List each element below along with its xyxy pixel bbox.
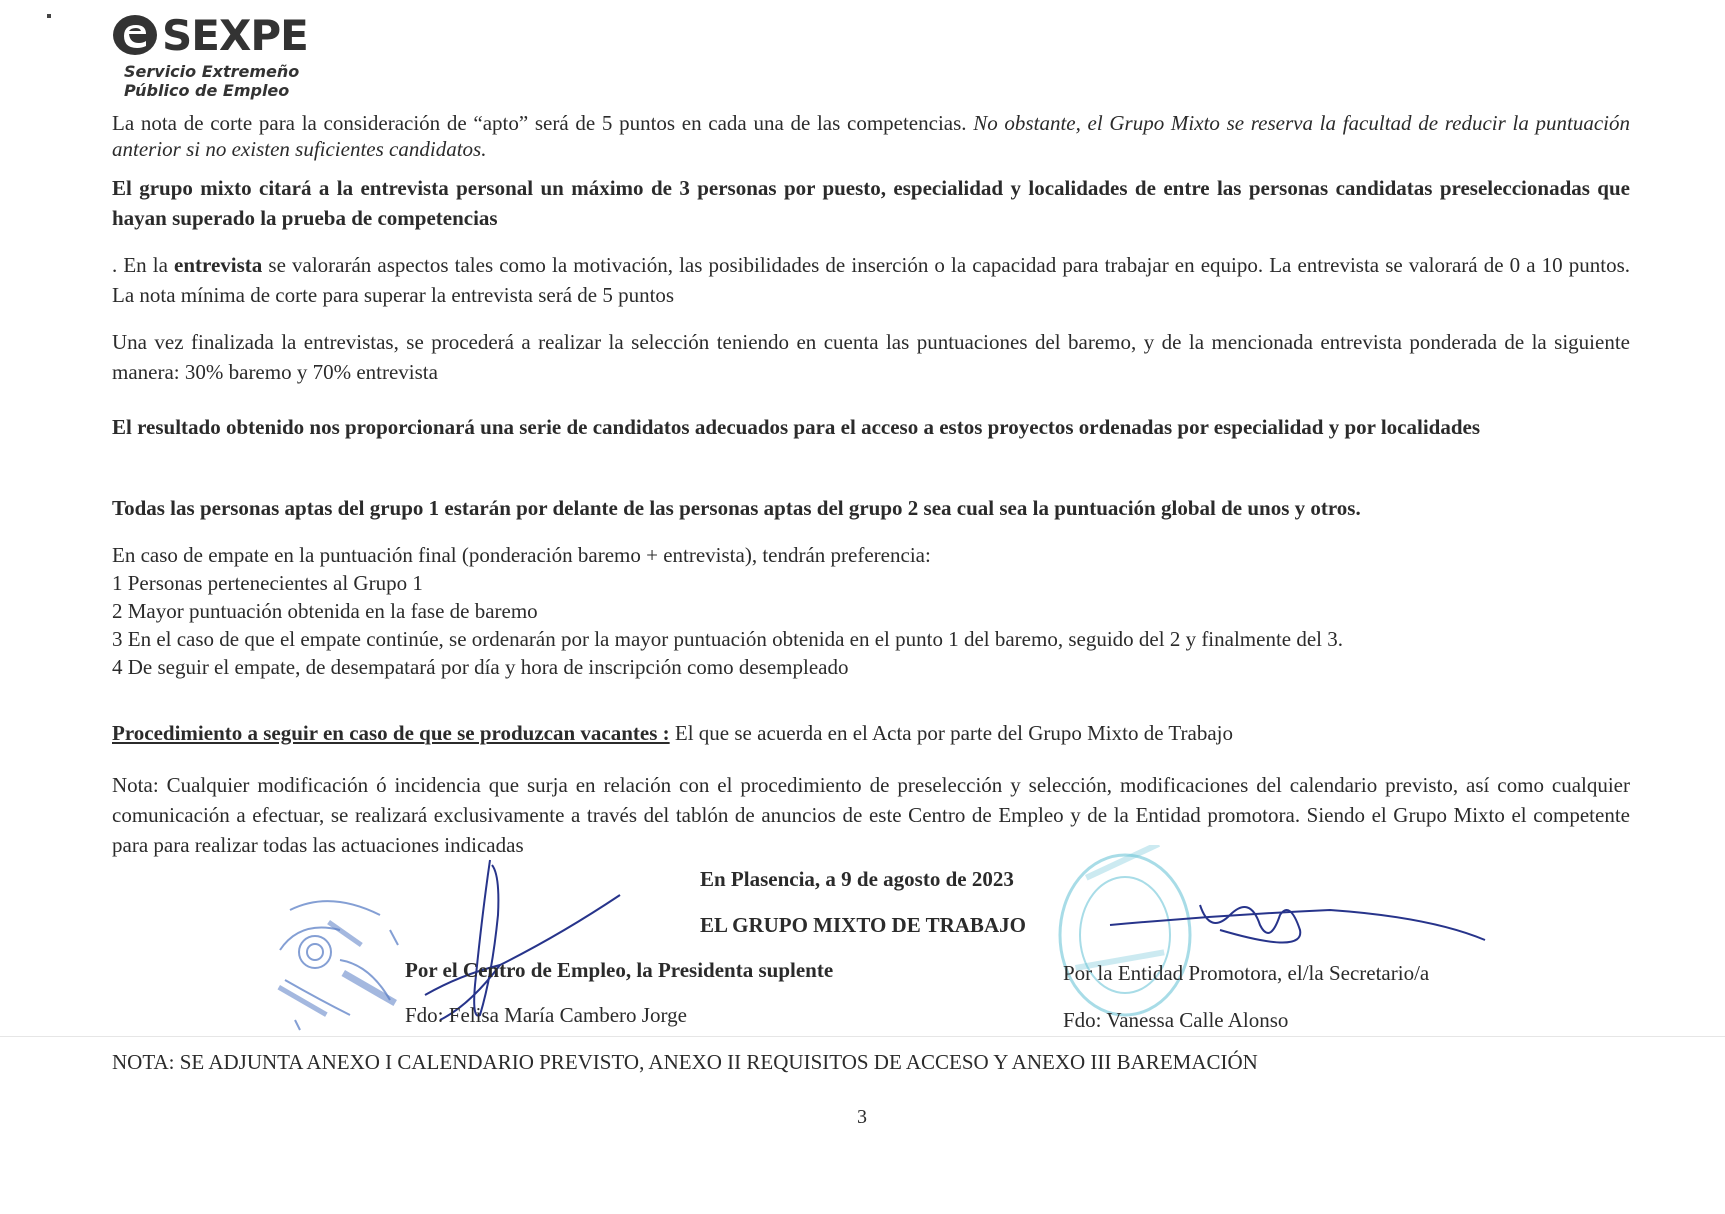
interview-text-post: se valorarán aspectos tales como la motivación, las posibilidades de inserción o la capacidad para trabajar en equipo. La entrevista se valorará de 0 a 10 puntos. La nota mínima de corte para superar la entrevista será de 5 puntos xyxy=(112,253,1630,307)
place-date: En Plasencia, a 9 de agosto de 2023 xyxy=(700,867,1014,891)
tiebreak-item: 1 Personas pertenecientes al Grupo 1 xyxy=(112,571,423,595)
right-signer-role: Por la Entidad Promotora, el/la Secretario/a xyxy=(1063,961,1430,985)
tiebreak-item: 2 Mayor puntuación obtenida en la fase de baremo xyxy=(112,599,538,623)
tiebreak-item: 4 De seguir el empate, de desempatará por día y hora de inscripción como desempleado xyxy=(112,655,849,679)
logo-subtitle-line2: Público de Empleo xyxy=(124,81,290,100)
tiebreak-list xyxy=(112,541,1343,681)
tiebreak-item: 3 En el caso de que el empate continúe, se ordenarán por la mayor puntuación obtenida en el punto 1 del baremo, seguido del 2 y finalmente del 3. xyxy=(112,627,1344,651)
vacancy-procedure xyxy=(112,718,1233,748)
note-paragraph: Nota: Cualquier modificación ó incidencia que surja en relación con el procedimiento de preselección y selección, modificaciones del calendario previsto, así como cualquier comunicación a efectuar, se realizará exclusivamente a través del tablón de anuncios de este Centro de Empleo y de la Entidad promotora. Siendo el Grupo Mixto el competente para para realizar todas las actuaciones indicadas xyxy=(112,773,1630,857)
logo-subtitle-line1: Servicio Extremeño xyxy=(124,62,300,81)
annex-note: NOTA: SE ADJUNTA ANEXO I CALENDARIO PREVISTO, ANEXO II REQUISITOS DE ACCESO Y ANEXO III BAREMACIÓN xyxy=(112,1050,1258,1074)
selection-paragraph: Una vez finalizada la entrevistas, se procederá a realizar la selección teniendo en cuenta las puntuaciones del baremo, y de la mencionada entrevista ponderada de la siguiente manera: 30% baremo y 70% entrevista xyxy=(112,330,1630,384)
interview-citation-paragraph: El grupo mixto citará a la entrevista personal un máximo de 3 personas por puesto, especialidad y localidades de entre las personas candidatas preseleccionadas que hayan superado la prueba de competencias xyxy=(112,176,1630,230)
interview-paragraph xyxy=(112,250,1630,310)
interview-keyword: entrevista xyxy=(174,253,263,277)
cutoff-paragraph xyxy=(112,110,1630,162)
left-signer-role: Por el Centro de Empleo, la Presidenta suplente xyxy=(405,958,834,982)
interview-text-pre: . En la xyxy=(112,253,175,277)
page-number: 3 xyxy=(857,1106,867,1128)
vacancy-procedure-text: El que se acuerda en el Acta por parte del Grupo Mixto de Trabajo xyxy=(669,721,1233,745)
logo-wordmark: SEXPE xyxy=(162,11,308,60)
cutoff-text: La nota de corte para la consideración de “apto” será de 5 puntos en cada una de las competencias. xyxy=(112,111,967,135)
right-signer-name: Fdo: Vanessa Calle Alonso xyxy=(1063,1008,1289,1032)
group-priority-paragraph: Todas las personas aptas del grupo 1 estarán por delante de las personas aptas del grupo 2 sea cual sea la puntuación global de unos y otros. xyxy=(112,496,1361,520)
scan-fold-line xyxy=(0,1036,1725,1037)
sexpe-logo-icon xyxy=(110,12,160,58)
sexpe-logo xyxy=(110,10,310,105)
group-heading: EL GRUPO MIXTO DE TRABAJO xyxy=(700,913,1026,937)
tiebreak-intro: En caso de empate en la puntuación final (ponderación baremo + entrevista), tendrán preferencia: xyxy=(112,543,931,567)
result-paragraph: El resultado obtenido nos proporcionará una serie de candidatos adecuados para el acceso a estos proyectos ordenadas por especialidad y por localidades xyxy=(112,415,1481,439)
cutoff-italic-text: No obstante, el Grupo Mixto se reserva la facultad de reducir la puntuación anterior si no existen suficientes candidatos. xyxy=(112,111,1630,161)
logo-subtitle xyxy=(124,62,299,100)
scan-speck xyxy=(47,14,51,18)
left-signer-name: Fdo: Felisa María Cambero Jorge xyxy=(405,1003,687,1027)
vacancy-procedure-label: Procedimiento a seguir en caso de que se produzcan vacantes : xyxy=(112,721,670,745)
